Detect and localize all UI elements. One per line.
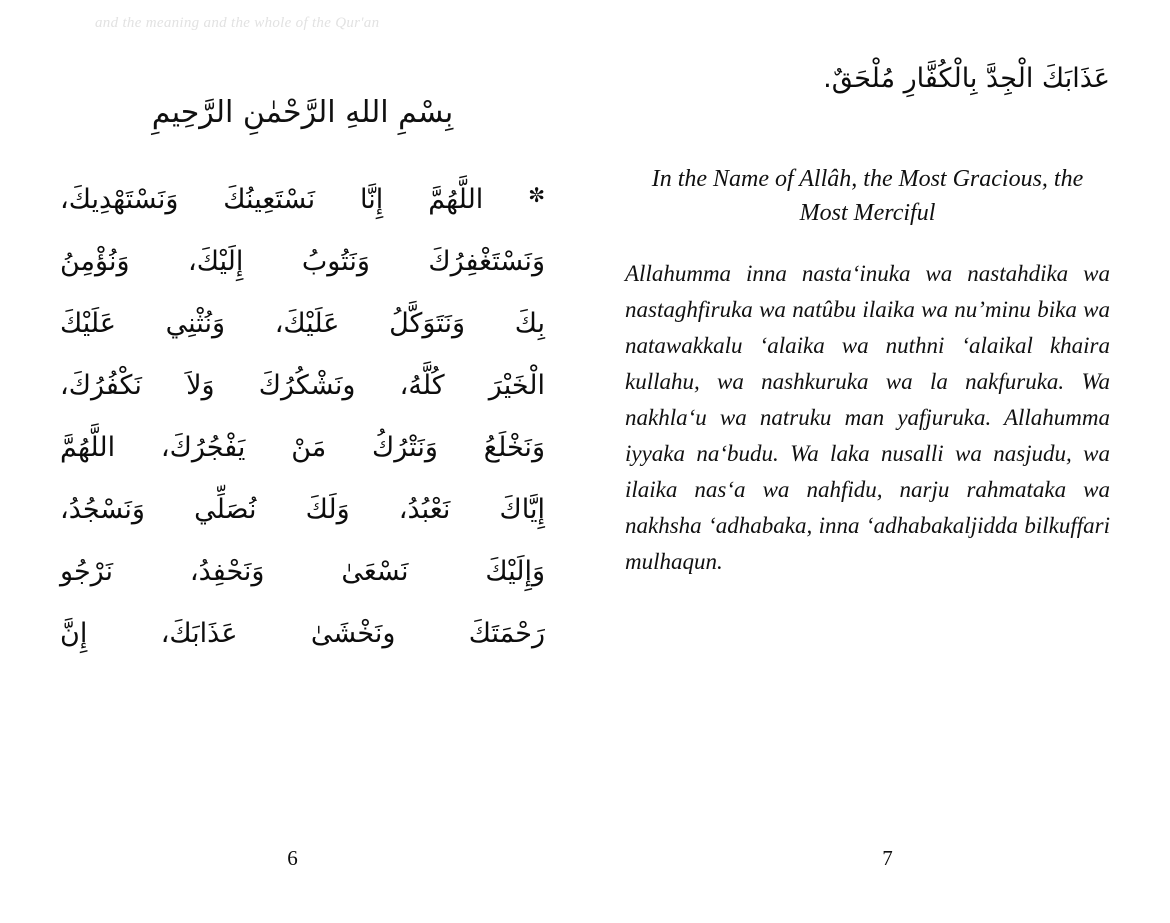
arabic-line: وَإِلَيْكَ نَسْعَىٰ وَنَحْفِدُ، نَرْجُو: [60, 556, 545, 587]
arabic-line: رَحْمَتَكَ ونَخْشَىٰ عَذَابَكَ، إِنَّ: [60, 618, 545, 649]
right-page: [585, 0, 1170, 923]
page-number-left: 6: [287, 846, 298, 870]
asterisk-marker-icon: ✼: [528, 183, 545, 207]
arabic-line: وَنَخْلَعُ وَنَتْرُكُ مَنْ يَفْجُرُكَ، اللَّهُمَّ: [60, 432, 545, 463]
basmala-translation: In the Name of Allâh, the Most Gracious, the Most Merciful: [651, 166, 1084, 226]
arabic-line-text: اللَّهُمَّ إِنَّا نَسْتَعِينُكَ وَنَسْتَهْدِيكَ،: [60, 184, 484, 215]
show-through-text: and the meaning and the whole of the Qur'an: [95, 15, 380, 31]
page-number-right: 7: [882, 846, 893, 870]
arabic-line: [60, 164, 545, 231]
arabic-continuation-line: عَذَابَكَ الْجِدَّ بِالْكُفَّارِ مُلْحَقٌ.: [823, 63, 1110, 94]
arabic-line: إِيَّاكَ نَعْبُدُ، وَلَكَ نُصَلِّي وَنَسْجُدُ،: [60, 494, 545, 525]
basmala-arabic-line: بِسْمِ اللهِ الرَّحْمٰنِ الرَّحِيمِ: [151, 95, 454, 130]
arabic-supplication-text: [60, 164, 545, 665]
arabic-line: الْخَيْرَ كُلَّهُ، ونَشْكُرُكَ وَلاَ نَكْفُرُكَ،: [60, 370, 545, 401]
transliteration-paragraph: Allahumma inna nasta‘inuka wa nastahdika wa nastaghfiruka wa natûbu ilaika wa nu’minu bika wa natawakkalu ‘alaika wa nuthni ‘alaikal khaira kullahu, wa nashkuruka wa la nakfuruka. Wa nakhla‘u wa natruku man yafjuruka. Allahumma iyyaka na‘budu. Wa laka nusalli wa nasjudu, wa ilaika nas‘a wa nahfidu, narju rahmataka wa nakhsha ‘adhabaka, inna ‘adhabakaljidda bilkuffari mulhaqun.: [625, 261, 1110, 574]
arabic-line: وَنَسْتَغْفِرُكَ وَنَتُوبُ إِلَيْكَ، وَنُؤْمِنُ: [60, 246, 545, 277]
arabic-line: بِكَ وَنَتَوَكَّلُ عَلَيْكَ، وَنُثْنِي عَلَيْكَ: [60, 308, 545, 339]
